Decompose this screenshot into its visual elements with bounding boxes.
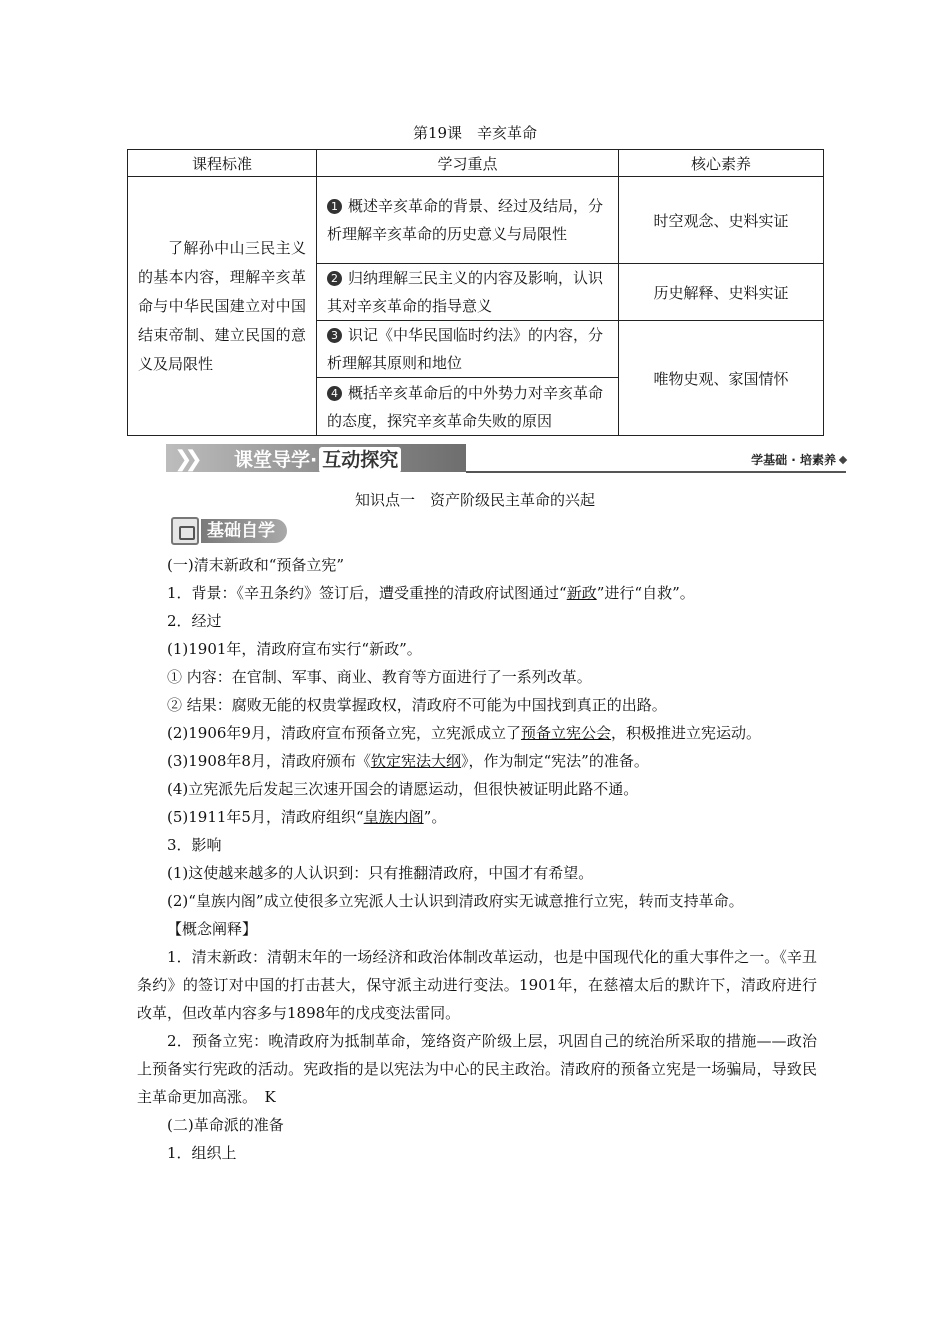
core-cell-2: 历史解释、史料实证: [619, 264, 824, 321]
lesson-title: 第19课 辛亥革命: [412, 124, 538, 142]
blank-answer-royal-cabinet: 皇族内阁: [363, 808, 424, 826]
section-banner: [166, 442, 846, 476]
standard-text: 了解孙中山三民主义的基本内容，理解辛亥革命与中华民国建立对中国结束帝制、建立民国的意义及局限性: [138, 238, 306, 373]
focus-text-2: 归纳理解三民主义的内容及影响，认识其对辛亥革命的指导意义: [327, 269, 604, 315]
focus-text-1: 概述辛亥革命的背景、经过及结局，分析理解辛亥革命的历史意义与局限性: [327, 197, 604, 243]
process-5-text-a: (5)1911年5月，清政府组织“: [167, 808, 364, 826]
number-1-icon: 1: [327, 199, 342, 214]
process-5-text-b: ”。: [423, 808, 447, 826]
process-2-text-a: (2)1906年9月，清政府宣布预备立宪，立宪派成立了: [167, 724, 521, 742]
blank-answer-new-policy: 新政: [566, 584, 597, 602]
focus-cell-1: [317, 177, 619, 264]
section-1-heading: (一)清末新政和“预备立宪”: [167, 556, 345, 574]
banner-subtitle: 学基础 · 培素养: [751, 453, 836, 467]
process-2-text-b: ，积极推进立宪运动。: [610, 724, 761, 742]
self-study-tag: [171, 517, 303, 545]
banner-bar: [166, 444, 466, 472]
background-paragraph: [137, 579, 817, 607]
process-3-text-a: (3)1908年8月，清政府颁布《: [167, 752, 371, 770]
process-item-1b: ② 结果：腐败无能的权贵掌握政权，清政府不可能为中国找到真正的出路。: [167, 696, 667, 714]
blank-answer-constitution-society: 预备立宪公会: [520, 724, 611, 742]
knowledge-point-title: 知识点一 资产阶级民主革命的兴起: [354, 491, 595, 509]
effect-heading: 3．影响: [167, 836, 222, 854]
background-text-a: 1．背景：《辛丑条约》签订后，遭受重挫的清政府试图通过“: [167, 584, 567, 602]
process-item-5: [137, 803, 817, 831]
process-item-1: (1)1901年，清政府宣布实行“新政”。: [167, 640, 422, 658]
number-2-icon: 2: [327, 271, 342, 286]
process-heading: 2．经过: [167, 612, 222, 630]
background-text-b: ”进行“自救”。: [596, 584, 695, 602]
effect-item-1: (1)这使越来越多的人认识到：只有推翻清政府，中国才有希望。: [167, 864, 594, 882]
header-core: 核心素养: [619, 150, 824, 177]
curriculum-table: [127, 149, 824, 436]
section-2-heading: (二)革命派的准备: [167, 1116, 284, 1134]
banner-text-a: 课堂导学: [234, 449, 311, 471]
header-focus: 学习重点: [317, 150, 619, 177]
focus-text-3: 识记《中华民国临时约法》的内容，分析理解其原则和地位: [327, 326, 604, 372]
concept-item-1: 1．清末新政：清朝末年的一场经济和政治体制改革运动，也是中国现代化的重大事件之一。《辛丑条约》的签订对中国的打击甚大，保守派主动进行变法。1901年，在慈禧太后的默许下，清政府进行改革，但改革内容多与1898年的戊戌变法雷同。: [137, 948, 817, 1022]
self-study-label: 基础自学: [201, 519, 287, 543]
double-chevron-icon: ❯❯: [174, 447, 195, 472]
lesson-content: [137, 551, 817, 1167]
header-standard: 课程标准: [128, 150, 317, 177]
process-item-3: [137, 747, 817, 775]
banner-dot: ·: [310, 449, 318, 471]
core-cell-3: 唯物史观、家国情怀: [619, 321, 824, 436]
core-cell-1: 时空观念、史料实证: [619, 177, 824, 264]
diamond-icon: [839, 456, 847, 464]
banner-underline: [466, 471, 846, 473]
focus-cell-2: [317, 264, 619, 321]
process-item-1a: ① 内容：在官制、军事、商业、教育等方面进行了一系列改革。: [167, 668, 592, 686]
standard-cell: [128, 177, 317, 436]
blank-answer-constitution-outline: 钦定宪法大纲: [370, 752, 461, 770]
book-icon: [171, 517, 199, 545]
focus-cell-3: [317, 321, 619, 378]
process-3-text-b: 》，作为制定“宪法”的准备。: [460, 752, 649, 770]
concept-heading: 【概念阐释】: [167, 920, 258, 938]
banner-title: [234, 447, 401, 473]
concept-item-2: 2．预备立宪：晚清政府为抵制革命，笼络资产阶级上层，巩固自己的统治所采取的措施——政治上预备实行宪政的活动。宪政指的是以宪法为中心的民主政治。清政府的预备立宪是一场骗局，导致民主革命更加高涨。 K: [137, 1032, 817, 1106]
focus-cell-4: [317, 378, 619, 436]
number-3-icon: 3: [327, 328, 342, 343]
focus-text-4: 概括辛亥革命后的中外势力对辛亥革命的态度，探究辛亥革命失败的原因: [327, 383, 604, 430]
number-4-icon: 4: [327, 386, 342, 401]
process-item-4: (4)立宪派先后发起三次速开国会的请愿运动，但很快被证明此路不通。: [167, 780, 639, 798]
organization-heading: 1．组织上: [167, 1144, 237, 1162]
process-item-2: [137, 719, 817, 747]
effect-item-2: (2)“皇族内阁”成立使很多立宪派人士认识到清政府实无诚意推行立宪，转而支持革命。: [167, 892, 744, 910]
banner-text-b: 互动探究: [319, 447, 401, 473]
